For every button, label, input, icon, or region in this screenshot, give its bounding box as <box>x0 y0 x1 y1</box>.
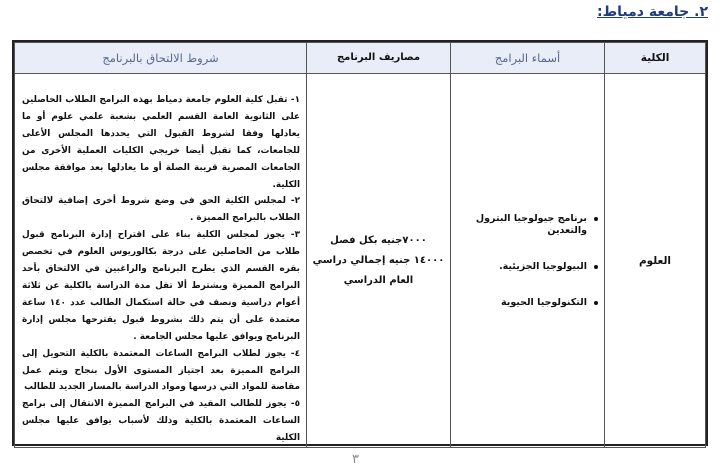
college-cell: العلوم <box>605 74 706 448</box>
programs-cell <box>451 74 605 448</box>
programs-table <box>12 40 708 446</box>
fee-line: ١٤٠٠٠ جنيه إجمالي دراسي <box>312 254 445 266</box>
condition-item: ٤- يجوز لطلاب البرامج الساعات المعتمدة بالكلية التحويل إلى البرامج المميزة بعد اجتياز المستوى الأول بنجاح ويتم عمل مقاصة للمواد التي درسها ومواد الدراسة بالمسار الجديد للطالب <box>22 348 300 393</box>
program-item: برنامج جيولوجيا البترول والتعدين <box>455 213 598 237</box>
fee-line: العام الدراسي <box>343 274 414 286</box>
condition-item: ٢- لمجلس الكلية الحق في وضع شروط أخرى إضافية لالتحاق الطلاب بالبرامج المميزة . <box>22 196 300 224</box>
section-heading: ٢. جامعة دمياط: <box>597 4 708 20</box>
fees-cell <box>307 74 451 448</box>
table-header-row <box>15 43 706 74</box>
page-number: ٣ <box>352 452 359 467</box>
conditions-cell <box>15 74 307 448</box>
table-row <box>15 74 706 448</box>
header-conditions: شروط الالتحاق بالبرنامج <box>15 43 307 74</box>
header-college: الكلية <box>605 43 706 74</box>
programs-list <box>451 213 604 309</box>
header-programs: أسماء البرامج <box>451 43 605 74</box>
condition-item: ٥- يجوز للطالب المقيد في البرامج المميزة الانتقال إلى برامج الساعات المعتمدة بالكلية وذلك لأسباب يوافق عليها مجلس الكلية <box>22 399 300 444</box>
header-fees: مصاريف البرنامج <box>307 43 451 74</box>
fee-line: ٧٠٠٠جنيه بكل فصل <box>330 234 427 246</box>
program-item: البيولوجيا الجزيئية. <box>455 261 598 273</box>
condition-item: ١- تقبل كلية العلوم جامعة دمياط بهذه البرامج الطلاب الحاصلين على الثانوية العامة القسم العلمي بشعبة علمي علوم أو ما يعادلها وفقا لشروط القبول التي يحددها المجلس الأعلى للجامعات، كما تقبل أيضا خريجي الكليات العملية الأخرى من الجامعات المصرية قريبة الصلة أو ما يعادلها بعد موافقة مجلس الكلية. <box>22 95 300 190</box>
condition-item: ٣- يجوز لمجلس الكلية بناء على اقتراح إدارة البرنامج قبول طلاب من الحاصلين على درجة بكالوريوس العلوم في تخصص بقره القسم الذي يطرح البرنامج والراغبين في الالتحاق بأحد البرامج المميزة ويشترط ألا تقل مدة الدراسة بالكلية عن ثلاثة أعوام دراسية ونصف في حالة استكمال الطالب عدد ١٤٠ ساعة معتمدة على أن يتم ذلك بشروط قبول يقترحها مجلس إدارة البرنامج ويوافق عليها مجلس الجامعة . <box>22 230 300 342</box>
program-item: التكنولوجيا الحيوية <box>455 297 598 309</box>
